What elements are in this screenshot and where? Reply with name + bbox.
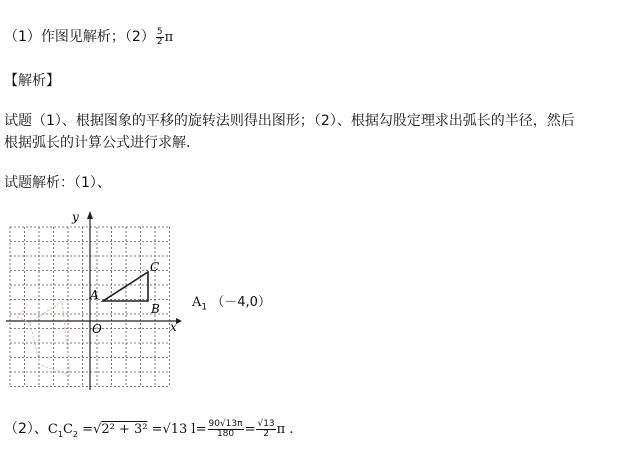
answer-frac-den: 2	[156, 36, 163, 47]
part2-prefix: （2）、	[4, 421, 48, 437]
part2-frac2-num: √13	[257, 418, 275, 429]
triangle-abc	[103, 272, 148, 301]
answer-fraction	[156, 28, 164, 47]
part2-frac2-den: 2	[263, 428, 269, 439]
solution-intro: 试题解析：（1）、	[4, 175, 111, 191]
part2-eq1: =√	[78, 422, 102, 437]
part2-c2: C	[62, 422, 73, 437]
point-a-label: A	[90, 288, 99, 302]
answer-frac-num: 5	[156, 26, 163, 37]
answer-pi: π	[164, 30, 174, 45]
part2-frac1-num: 90√13π	[208, 418, 243, 429]
coord-value: （－4,0）	[211, 295, 271, 310]
coordinate-diagram	[0, 205, 200, 390]
analysis-line-1: 试题（1）、根据图象的平移的旋转法则得出图形；（2）、根据勾股定理求出弧长的半径，然后	[4, 113, 575, 129]
analysis-line-2: 根据弧长的计算公式进行求解.	[4, 135, 191, 151]
rotated-triangle-trace	[30, 301, 70, 375]
part2-frac1	[208, 420, 244, 439]
point-b-label: B	[151, 302, 160, 316]
part2-frac1-den: 180	[216, 428, 235, 439]
part2-c1: C	[47, 422, 58, 437]
coord-point-sub: 1	[201, 302, 208, 313]
part2-eq3: =	[244, 422, 256, 437]
part2-eq2: =√13 l=	[147, 422, 207, 437]
x-axis-arrow	[176, 318, 182, 324]
y-axis-arrow	[87, 211, 93, 219]
coord-point-name: A	[192, 295, 202, 310]
part2-radicand: 2² + 3²	[101, 422, 148, 437]
part2-sub2: 2	[72, 429, 79, 439]
answer-line	[4, 26, 173, 47]
part2-tail: π .	[276, 422, 294, 437]
origin-label: O	[92, 322, 102, 336]
y-axis-label: y	[72, 210, 79, 224]
part2-line	[4, 418, 293, 439]
part2-frac2	[256, 420, 275, 439]
answer-part1: （1）作图见解析；（2）	[4, 29, 155, 45]
coord-note	[192, 291, 271, 313]
point-c-label: C	[150, 260, 160, 274]
analysis-heading: 【解析】	[4, 73, 60, 89]
x-axis-label: x	[170, 320, 177, 334]
part2-sub1: 1	[57, 429, 63, 439]
